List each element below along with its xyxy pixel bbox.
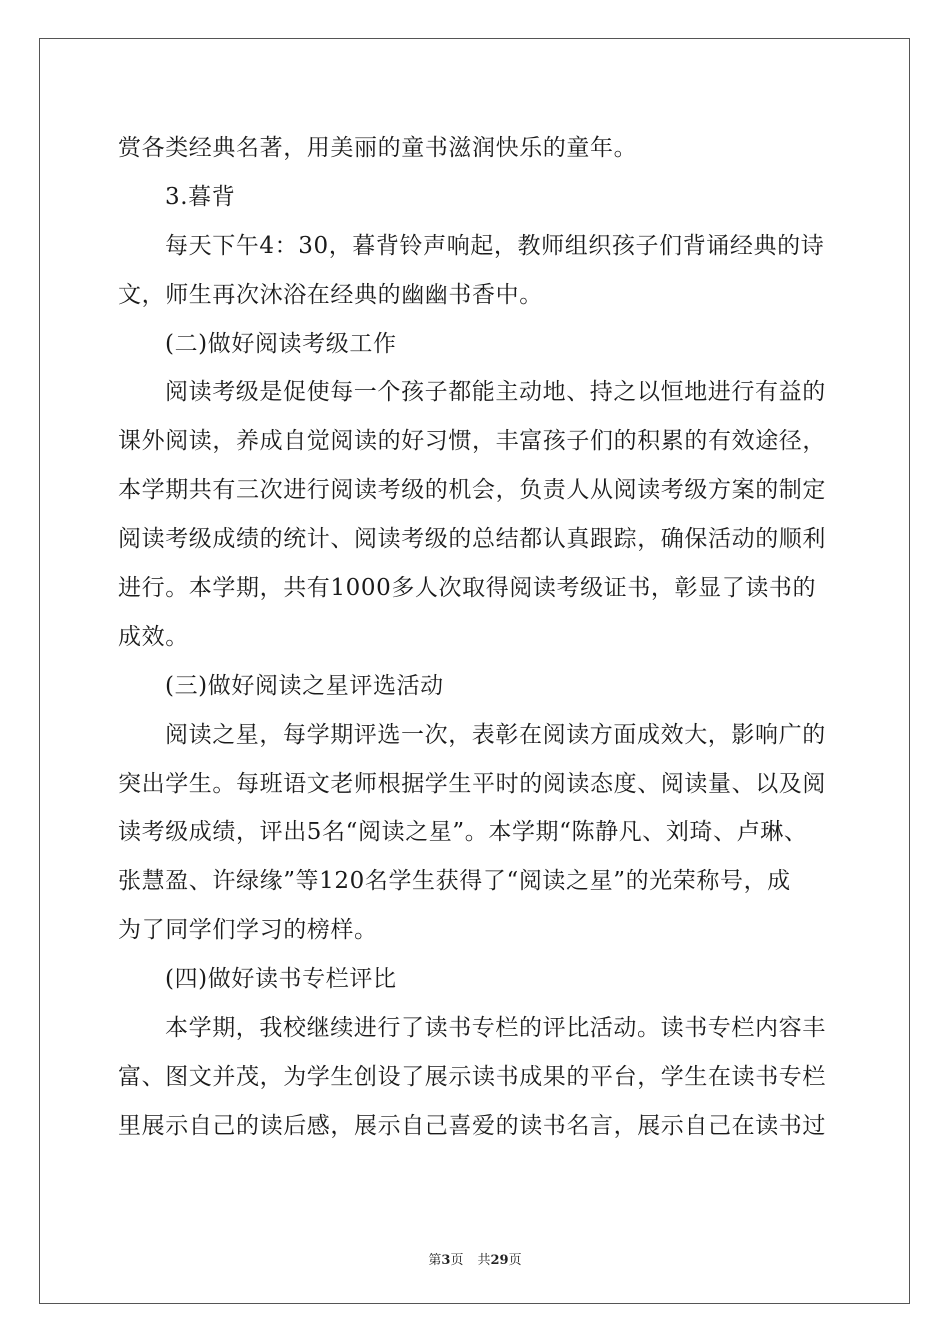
paragraph-start: 每天下午4：30，暮背铃声响起，教师组织孩子们背诵经典的诗 (165, 232, 825, 259)
text-line: 赏各类经典名著，用美丽的童书滋润快乐的童年。 (118, 135, 638, 161)
text-line: 读考级成绩，评出5名“阅读之星”。本学期“陈静凡、刘琦、卢琳、 (118, 819, 808, 846)
paragraph-start: 阅读之星，每学期评选一次，表彰在阅读方面成效大，影响广的 (165, 721, 826, 748)
page-prefix: 第 (428, 1253, 442, 1268)
section-heading: (二)做好阅读考级工作 (165, 330, 397, 357)
text-line: 里展示自己的读后感，展示自己喜爱的读书名言，展示自己在读书过 (118, 1112, 826, 1139)
section-heading: (三)做好阅读之星评选活动 (165, 672, 444, 699)
text-line: 阅读考级成绩的统计、阅读考级的总结都认真跟踪，确保活动的顺利 (118, 526, 826, 553)
text-line: 为了同学们学习的榜样。 (118, 917, 378, 944)
text-line: 富、图文并茂，为学生创设了展示读书成果的平台，学生在读书专栏 (118, 1063, 826, 1090)
text-line: 张慧盈、许绿缘”等120名学生获得了“阅读之星”的光荣称号，成 (118, 868, 791, 895)
section-heading: 3.暮背 (165, 183, 236, 210)
text-line: 本学期共有三次进行阅读考级的机会，负责人从阅读考级方案的制定 (118, 477, 826, 504)
page-suffix: 页 (450, 1253, 464, 1268)
text-line: 突出学生。每班语文老师根据学生平时的阅读态度、阅读量、以及阅 (118, 770, 826, 797)
paragraph-start: 本学期，我校继续进行了读书专栏的评比活动。读书专栏内容丰 (165, 1015, 826, 1042)
section-heading: (四)做好读书专栏评比 (165, 966, 397, 993)
document-body (118, 124, 833, 1151)
text-line: 文，师生再次沐浴在经典的幽幽书香中。 (118, 281, 543, 308)
total-prefix: 共 (477, 1253, 491, 1268)
total-suffix: 页 (508, 1253, 522, 1268)
text-line: 成效。 (118, 623, 189, 650)
text-line: 课外阅读，养成自觉阅读的好习惯，丰富孩子们的积累的有效途径， (118, 428, 826, 455)
total-pages: 29 (490, 1253, 509, 1268)
paragraph-start: 阅读考级是促使每一个孩子都能主动地、持之以恒地进行有益的 (165, 379, 826, 406)
page-number: 3 (441, 1253, 451, 1268)
page-footer (0, 1249, 950, 1268)
text-line: 进行。本学期，共有1000多人次取得阅读考级证书，彰显了读书的 (118, 575, 817, 602)
